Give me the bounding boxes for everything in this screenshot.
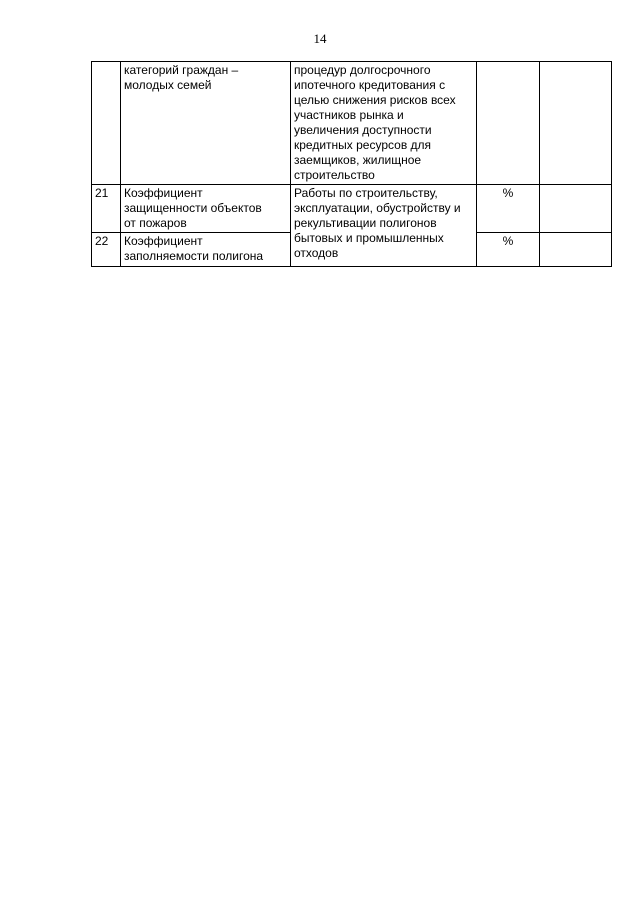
indicator-name-cell: Коэффициент защищенности объектов от пожаров	[121, 185, 291, 233]
activity-description-cell: Работы по строительству, эксплуатации, обустройству и рекультивации полигонов бытовых и промышленных отходов	[291, 185, 477, 267]
page-number: 14	[313, 31, 327, 46]
unit-cell: %	[477, 233, 540, 267]
indicator-name-cell: Коэффициент заполняемости полигона	[121, 233, 291, 267]
unit-cell: %	[477, 185, 540, 233]
indicator-name-cell: категорий граждан – молодых семей	[121, 62, 291, 185]
value-cell	[540, 185, 612, 233]
unit-cell	[477, 62, 540, 185]
row-number-cell: 22	[92, 233, 121, 267]
value-cell	[540, 233, 612, 267]
row-number-cell: 21	[92, 185, 121, 233]
indicator-table	[91, 61, 612, 267]
table-row	[92, 62, 612, 185]
row-number-cell	[92, 62, 121, 185]
table-row	[92, 185, 612, 233]
value-cell	[540, 62, 612, 185]
activity-description-cell: процедур долгосрочного ипотечного кредитования с целью снижения рисков всех участников рынка и увеличения доступности кредитных ресурсов для заемщиков, жилищное строительство	[291, 62, 477, 185]
